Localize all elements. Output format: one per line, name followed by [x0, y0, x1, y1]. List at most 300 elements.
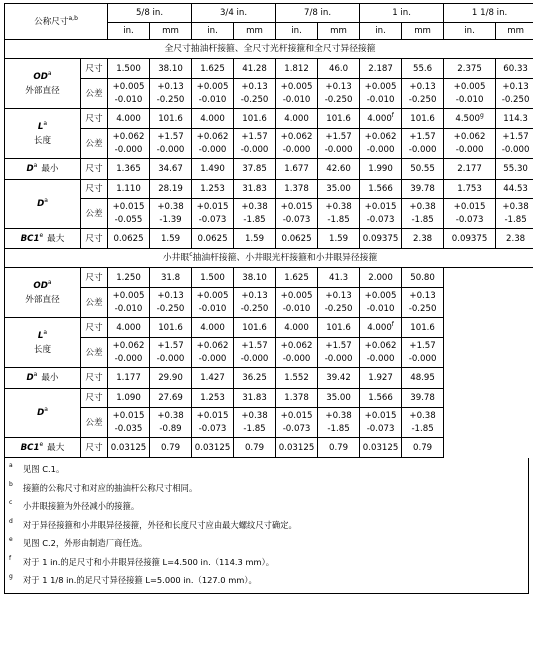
d2-size-cell — [108, 159, 150, 180]
length-size-value: 4.000 — [367, 114, 392, 124]
d2-size-cell — [318, 159, 360, 180]
footnote-text: 对于 1 in.的足尺寸和小井眼异径接箍 L=4.500 in.（114.3 mm）。 — [23, 553, 528, 572]
d2-size-cell — [192, 159, 234, 180]
bc1-label — [5, 229, 81, 249]
d3-tol-upper: +0.015 — [192, 202, 233, 212]
length-tol-upper: +1.57 — [234, 341, 275, 351]
length-size-footnote: f — [392, 112, 394, 119]
length-tol-pair — [108, 341, 149, 364]
length-tol-pair — [276, 341, 317, 364]
param-footnote: a — [43, 329, 47, 336]
length-tol-pair — [360, 341, 401, 364]
od-tol-cell — [496, 79, 533, 109]
d3-size-cell — [150, 389, 192, 408]
length-tol-lower: -0.000 — [108, 354, 149, 364]
length-tol-pair — [150, 132, 191, 155]
length-tol-pair — [192, 341, 233, 364]
length-size-cell — [360, 318, 402, 338]
footnote-text: 对于异径接箍和小井眼异径接箍，外径和长度尺寸应由最大螺纹尺寸确定。 — [23, 516, 528, 535]
od-tol-lower: -0.010 — [276, 95, 317, 105]
length-tol-upper: +0.062 — [192, 341, 233, 351]
od-tol-upper: +0.13 — [234, 82, 275, 92]
od-size-value: 60.33 — [503, 64, 528, 74]
bc1-label-stack — [5, 234, 80, 244]
d3-label-stack — [5, 408, 80, 418]
bc1-size-cell — [150, 438, 192, 458]
od-tol-cell — [276, 79, 318, 109]
unit-mm: mm — [234, 23, 276, 40]
length-size-cell — [234, 109, 276, 129]
param-footnote: e — [39, 441, 43, 448]
d3-tol-upper: +0.38 — [318, 202, 359, 212]
length-tol-lower: -0.000 — [318, 354, 359, 364]
d3-tol-cell — [108, 408, 150, 438]
od-tol-lower: -0.010 — [192, 95, 233, 105]
length-tol-cell — [108, 338, 150, 368]
length-tol-lower: -0.000 — [234, 354, 275, 364]
d3-tol-cell — [360, 408, 402, 438]
size-header: 3/4 in. — [192, 4, 276, 23]
bc1-size-value: 0.79 — [245, 443, 264, 453]
bc1-name: 最大 — [47, 234, 64, 244]
od-tol-lower: -0.010 — [108, 304, 149, 314]
d2-label-stack — [5, 373, 80, 383]
od-size-cell — [150, 268, 192, 288]
length-tol-pair — [360, 132, 401, 155]
bc1-size-cell — [150, 229, 192, 249]
length-size-cell — [192, 318, 234, 338]
nominal-size-label: 公称尺寸 — [34, 17, 68, 27]
d2-label — [5, 159, 81, 180]
d3-size-value: 28.19 — [158, 184, 183, 194]
d3-tol-cell — [234, 199, 276, 229]
bc1-size-value: 2.38 — [506, 234, 525, 244]
od-tol-lower: -0.010 — [444, 95, 495, 105]
d3-tol-pair — [496, 202, 533, 225]
param-symbol: L — [38, 122, 43, 132]
bc1-size-cell — [234, 229, 276, 249]
length-tol-upper: +0.062 — [444, 132, 495, 142]
od-tol-lower: -0.250 — [150, 95, 191, 105]
d3-tol-pair — [150, 411, 191, 434]
d3-symbol-line — [37, 408, 48, 418]
length-name: 长度 — [34, 345, 51, 355]
length-size-row — [5, 109, 533, 129]
od-tol-cell — [108, 288, 150, 318]
length-label-stack — [5, 331, 80, 355]
length-tol-cell — [192, 129, 234, 159]
bc1-size-cell — [360, 229, 402, 249]
od-size-value: 1.250 — [116, 273, 141, 283]
od-size-cell — [360, 59, 402, 79]
d3-tol-upper: +0.38 — [402, 202, 443, 212]
od-size-cell — [496, 59, 533, 79]
length-tol-cell — [276, 129, 318, 159]
d2-size-cell — [276, 159, 318, 180]
bc1-size-value: 0.09375 — [363, 234, 399, 244]
length-tol-pair — [402, 132, 443, 155]
bc1-size-cell — [234, 438, 276, 458]
length-tol-pair — [402, 341, 443, 364]
param-footnote: a — [34, 162, 38, 169]
section-title — [5, 249, 533, 268]
bc1-size-cell — [276, 438, 318, 458]
length-size-value: 101.6 — [410, 114, 435, 124]
param-symbol: D — [26, 164, 33, 174]
bc1-size-value: 0.0625 — [113, 234, 143, 244]
length-size-footnote: f — [392, 321, 394, 328]
d3-tol-upper: +0.38 — [402, 411, 443, 421]
length-tol-upper: +0.062 — [108, 341, 149, 351]
od-symbol-line — [33, 72, 51, 82]
od-size-value: 38.10 — [242, 273, 267, 283]
od-tol-lower: -0.250 — [496, 95, 533, 105]
od-size-cell — [108, 59, 150, 79]
length-tol-lower: -0.000 — [496, 145, 533, 155]
d3-tol-lower: -0.89 — [150, 424, 191, 434]
length-tol-row — [5, 338, 533, 368]
d3-tol-upper: +0.38 — [234, 411, 275, 421]
od-size-cell — [234, 59, 276, 79]
section-full-size — [5, 40, 533, 249]
length-tol-upper: +1.57 — [150, 132, 191, 142]
d2-size-value: 1.927 — [368, 373, 393, 383]
d2-size-value: 1.365 — [116, 164, 141, 174]
length-tol-upper: +0.062 — [192, 132, 233, 142]
od-size-cell — [402, 268, 444, 288]
unit-mm: mm — [496, 23, 533, 40]
d3-size-value: 39.78 — [410, 184, 435, 194]
d3-tol-lower: -0.073 — [192, 215, 233, 225]
d3-tol-lower: -1.39 — [150, 215, 191, 225]
d2-size-cell — [234, 368, 276, 389]
length-tol-pair — [276, 132, 317, 155]
od-tol-pair — [108, 291, 149, 314]
od-size-value: 1.812 — [284, 64, 309, 74]
od-tol-upper: +0.005 — [108, 82, 149, 92]
bc1-size-cell — [402, 229, 444, 249]
footnotes — [4, 458, 529, 594]
d3-tol-cell — [360, 199, 402, 229]
length-tol-upper: +0.062 — [276, 132, 317, 142]
d3-tol-lower: -0.035 — [108, 424, 149, 434]
d3-size-cell — [192, 180, 234, 199]
od-size-cell — [276, 268, 318, 288]
section-title-prefix: 小井眼 — [163, 253, 189, 263]
bc1-size-value: 0.0625 — [282, 234, 312, 244]
unit-mm: mm — [150, 23, 192, 40]
size-header: 7/8 in. — [276, 4, 360, 23]
bc1-size-cell — [318, 229, 360, 249]
length-tol-lower: -0.000 — [402, 354, 443, 364]
od-tol-cell — [276, 288, 318, 318]
d3-tol-pair — [234, 202, 275, 225]
od-size-cell — [444, 59, 496, 79]
kind-size: 尺寸 — [81, 109, 108, 129]
d3-tol-upper: +0.015 — [108, 411, 149, 421]
length-size-cell — [276, 109, 318, 129]
od-tol-cell — [108, 79, 150, 109]
length-tol-pair — [444, 132, 495, 155]
unit-in: in. — [360, 23, 402, 40]
od-tol-pair — [496, 82, 533, 105]
bc1-size-cell — [444, 229, 496, 249]
od-tol-upper: +0.13 — [234, 291, 275, 301]
d3-tol-pair — [318, 202, 359, 225]
footnote-marker: b — [5, 479, 23, 491]
d3-tol-pair — [360, 411, 401, 434]
bc1-size-value: 0.03125 — [363, 443, 399, 453]
d3-tol-upper: +0.015 — [360, 202, 401, 212]
od-size-cell — [360, 268, 402, 288]
section-title-footnote: c — [189, 251, 192, 258]
d3-tol-lower: -0.073 — [276, 215, 317, 225]
d2-size-value: 1.552 — [284, 373, 309, 383]
section-slimhole — [5, 249, 533, 458]
od-tol-lower: -0.010 — [192, 304, 233, 314]
length-size-cell — [402, 318, 444, 338]
od-size-value: 50.80 — [410, 273, 435, 283]
length-tol-lower: -0.000 — [150, 145, 191, 155]
param-symbol: D — [37, 199, 44, 209]
length-tol-cell — [234, 338, 276, 368]
footnote-item — [5, 571, 528, 590]
od-tol-cell — [192, 79, 234, 109]
length-tol-cell — [444, 129, 496, 159]
length-size-value: 101.6 — [326, 114, 351, 124]
unit-mm: mm — [318, 23, 360, 40]
d3-size-cell — [318, 180, 360, 199]
d2-size-row — [5, 368, 533, 389]
unit-in: in. — [276, 23, 318, 40]
d3-size-cell — [192, 389, 234, 408]
empty-cell — [444, 268, 496, 288]
d2-size-value: 1.427 — [200, 373, 225, 383]
kind-tol: 公差 — [81, 338, 108, 368]
length-tol-pair — [318, 132, 359, 155]
d3-symbol-line — [37, 199, 48, 209]
od-tol-cell — [318, 288, 360, 318]
empty-cell — [496, 288, 533, 318]
d3-tol-upper: +0.38 — [150, 411, 191, 421]
bc1-size-cell — [318, 438, 360, 458]
d2-size-cell — [192, 368, 234, 389]
od-tol-lower: -0.250 — [402, 304, 443, 314]
d3-size-value: 31.83 — [242, 184, 267, 194]
length-label-stack — [5, 122, 80, 146]
length-tol-lower: -0.000 — [402, 145, 443, 155]
length-tol-pair — [234, 132, 275, 155]
od-tol-pair — [150, 291, 191, 314]
d3-size-value: 1.566 — [368, 184, 393, 194]
length-tol-lower: -0.000 — [318, 145, 359, 155]
section-title-row — [5, 249, 533, 268]
footnote-marker: c — [5, 497, 23, 509]
d2-name: 最小 — [41, 164, 58, 174]
d3-tol-upper: +0.015 — [276, 411, 317, 421]
length-tol-upper: +1.57 — [318, 341, 359, 351]
od-tol-pair — [276, 82, 317, 105]
od-tol-cell — [402, 79, 444, 109]
length-size-cell — [108, 318, 150, 338]
length-tol-lower: -0.000 — [276, 145, 317, 155]
kind-size: 尺寸 — [81, 180, 108, 199]
header-row-sizes — [5, 4, 533, 23]
length-tol-cell — [108, 129, 150, 159]
length-tol-lower: -0.000 — [192, 145, 233, 155]
d3-tol-pair — [444, 202, 495, 225]
kind-tol: 公差 — [81, 288, 108, 318]
d3-tol-lower: -0.073 — [192, 424, 233, 434]
d3-tol-cell — [318, 199, 360, 229]
unit-in: in. — [444, 23, 496, 40]
d2-size-value: 42.60 — [326, 164, 351, 174]
d3-size-value: 31.83 — [242, 393, 267, 403]
od-size-value: 41.3 — [329, 273, 348, 283]
empty-cell — [496, 368, 533, 389]
od-size-value: 38.10 — [158, 64, 183, 74]
od-tol-lower: -0.250 — [318, 95, 359, 105]
d2-label — [5, 368, 81, 389]
od-size-cell — [108, 268, 150, 288]
empty-cell — [496, 318, 533, 338]
od-tol-lower: -0.250 — [318, 304, 359, 314]
od-tol-cell — [234, 288, 276, 318]
od-symbol-line — [33, 281, 51, 291]
od-tol-lower: -0.250 — [150, 304, 191, 314]
bc1-size-value: 2.38 — [413, 234, 432, 244]
d3-tol-cell — [402, 408, 444, 438]
empty-cell — [496, 338, 533, 368]
od-tol-cell — [318, 79, 360, 109]
d3-tol-upper: +0.015 — [276, 202, 317, 212]
od-size-value: 31.8 — [161, 273, 180, 283]
length-label — [5, 318, 81, 368]
d3-tol-cell — [192, 199, 234, 229]
d3-size-row — [5, 389, 533, 408]
footnote-text: 对于 1 1/8 in.的足尺寸异径接箍 L=5.000 in.（127.0 mm）。 — [23, 571, 528, 590]
kind-size: 尺寸 — [81, 368, 108, 389]
d3-tol-pair — [150, 202, 191, 225]
d3-size-cell — [234, 389, 276, 408]
od-tol-pair — [402, 291, 443, 314]
d3-tol-lower: -0.055 — [108, 215, 149, 225]
param-footnote: a — [48, 70, 52, 77]
footnote-marker: a — [5, 460, 23, 472]
d2-size-value: 1.490 — [200, 164, 225, 174]
d3-tol-cell — [234, 408, 276, 438]
od-tol-lower: -0.250 — [234, 95, 275, 105]
param-symbol: L — [38, 331, 43, 341]
d2-size-cell — [360, 368, 402, 389]
d3-tol-pair — [192, 202, 233, 225]
param-footnote: a — [48, 279, 52, 286]
od-tol-pair — [276, 291, 317, 314]
empty-cell — [496, 438, 533, 458]
d3-size-value: 35.00 — [326, 393, 351, 403]
empty-cell — [496, 408, 533, 438]
d2-size-value: 50.55 — [410, 164, 435, 174]
length-tol-row — [5, 129, 533, 159]
od-tol-row — [5, 288, 533, 318]
kind-tol: 公差 — [81, 199, 108, 229]
kind-size: 尺寸 — [81, 229, 108, 249]
od-label-stack — [5, 281, 80, 305]
footnote-item — [5, 516, 528, 535]
bc1-symbol-line — [21, 443, 65, 453]
length-tol-cell — [192, 338, 234, 368]
kind-size: 尺寸 — [81, 159, 108, 180]
param-symbol: BC1 — [21, 234, 40, 244]
length-tol-cell — [402, 129, 444, 159]
empty-cell — [444, 368, 496, 389]
d3-tol-cell — [402, 199, 444, 229]
od-name: 外部直径 — [25, 295, 59, 305]
d3-tol-pair — [318, 411, 359, 434]
bc1-size-cell — [360, 438, 402, 458]
length-size-footnote: g — [480, 112, 484, 119]
od-size-cell — [402, 59, 444, 79]
param-symbol: BC1 — [21, 443, 40, 453]
d2-size-row — [5, 159, 533, 180]
length-tol-pair — [150, 341, 191, 364]
bc1-size-value: 0.0625 — [197, 234, 227, 244]
length-tol-cell — [234, 129, 276, 159]
bc1-size-cell — [108, 438, 150, 458]
empty-cell — [444, 318, 496, 338]
d3-tol-cell — [276, 199, 318, 229]
d2-size-value: 48.95 — [410, 373, 435, 383]
kind-size: 尺寸 — [81, 389, 108, 408]
d3-size-value: 35.00 — [326, 184, 351, 194]
length-tol-lower: -0.000 — [444, 145, 495, 155]
d3-tol-pair — [276, 411, 317, 434]
od-tol-cell — [150, 79, 192, 109]
length-symbol-line — [38, 331, 47, 341]
param-footnote: e — [39, 232, 43, 239]
od-tol-pair — [444, 82, 495, 105]
d3-tol-upper: +0.015 — [360, 411, 401, 421]
bc1-label — [5, 438, 81, 458]
d3-size-value: 1.110 — [116, 184, 141, 194]
length-tol-cell — [150, 129, 192, 159]
d2-size-cell — [402, 159, 444, 180]
od-tol-upper: +0.13 — [150, 291, 191, 301]
footnote-text: 见图 C.1。 — [23, 460, 528, 479]
bc1-size-row — [5, 229, 533, 249]
footnote-text: 小井眼接箍为外径减小的接箍。 — [23, 497, 528, 516]
bc1-size-cell — [496, 229, 533, 249]
od-tol-upper: +0.13 — [402, 82, 443, 92]
footnote-marker: f — [5, 553, 23, 565]
d3-size-value: 27.69 — [158, 393, 183, 403]
od-tol-pair — [318, 291, 359, 314]
d3-size-value: 44.53 — [503, 184, 528, 194]
spec-document — [4, 3, 529, 594]
d2-size-cell — [150, 159, 192, 180]
length-tol-lower: -0.000 — [360, 145, 401, 155]
bc1-name: 最大 — [47, 443, 64, 453]
od-tol-row — [5, 79, 533, 109]
d3-tol-cell — [192, 408, 234, 438]
d3-size-cell — [276, 389, 318, 408]
d3-tol-lower: -0.073 — [276, 424, 317, 434]
length-tol-cell — [496, 129, 533, 159]
length-size-value: 4.000 — [284, 114, 309, 124]
length-tol-pair — [192, 132, 233, 155]
d3-tol-pair — [108, 411, 149, 434]
size-header: 1 1/8 in. — [444, 4, 533, 23]
